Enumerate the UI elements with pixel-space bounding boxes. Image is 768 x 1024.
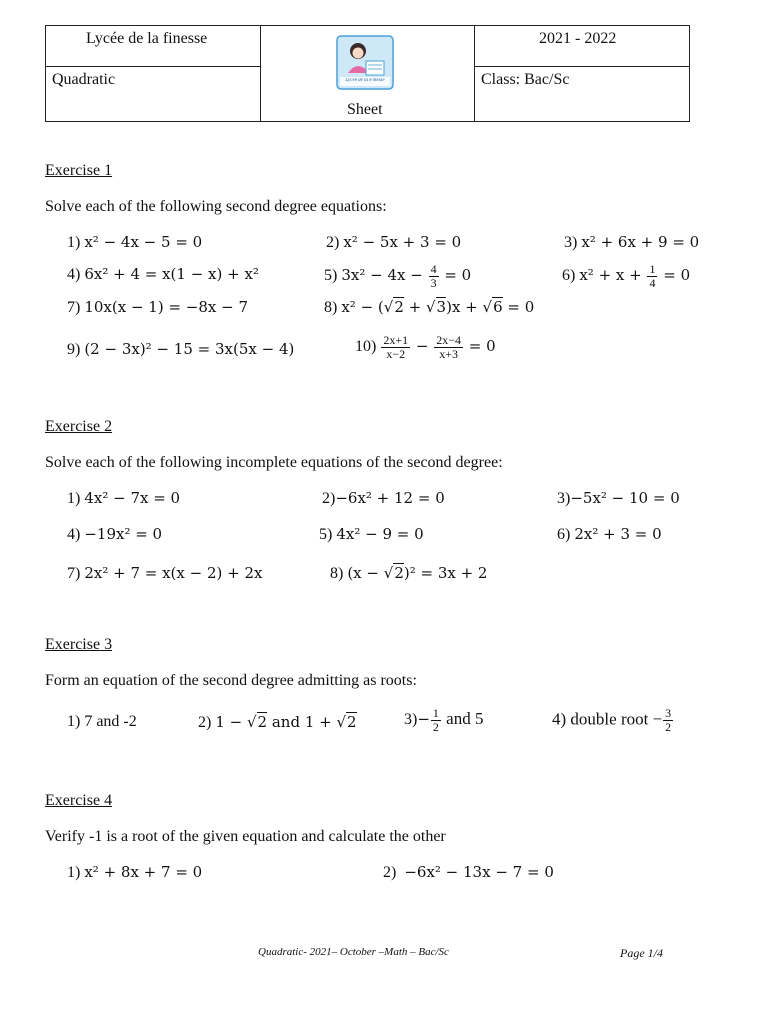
- ex1-item-6: 6) x² + x + $\frac{1}{4}$ = 0: [562, 262, 691, 290]
- exercise-2-title: Exercise 2: [45, 418, 113, 435]
- school-name: Lycée de la finesse: [86, 30, 208, 47]
- school-year: 2021 - 2022: [539, 30, 617, 47]
- ex1-item-8: 8) x² − (√2 + √3)x + √6 = 0: [324, 298, 535, 316]
- exercise-3-instruction: Form an equation of the second degree admitting as roots:: [45, 672, 417, 689]
- ex2-item-7: 7) 2x² + 7 = x(x − 2) + 2x: [67, 564, 263, 582]
- ex2-item-8: 8) (x − √2)² = 3x + 2: [330, 564, 488, 582]
- ex3-item-4: 4) double root − $\frac{3}{2}$: [552, 706, 672, 734]
- exercise-2-instruction: Solve each of the following incomplete equations of the second degree:: [45, 454, 503, 471]
- ex2-item-5: 5) 4x² − 9 = 0: [319, 525, 424, 543]
- ex3-item-2: 2) 1 − √2 and 1 + √2: [198, 713, 357, 731]
- ex2-item-2: 2)−6x² + 12 = 0: [322, 489, 445, 507]
- exercise-4-instruction: Verify -1 is a root of the given equation and calculate the other: [45, 828, 446, 845]
- ex1-item-5: 5) 3x² − 4x − $\frac{4}{3}$ = 0: [324, 262, 472, 290]
- ex2-item-6: 6) 2x² + 3 = 0: [557, 525, 662, 543]
- ex4-item-1: 1) x² + 8x + 7 = 0: [67, 863, 203, 881]
- ex2-item-3: 3)−5x² − 10 = 0: [557, 489, 680, 507]
- ex4-item-2: 2) −6x² − 13x − 7 = 0: [383, 863, 554, 881]
- ex1-item-3: 3) x² + 6x + 9 = 0: [564, 233, 700, 251]
- exercise-1-instruction: Solve each of the following second degree equations:: [45, 198, 387, 215]
- sheet-label: Sheet: [347, 101, 383, 118]
- exercise-3-title: Exercise 3: [45, 636, 113, 653]
- ex1-item-9: 9) (2 − 3x)² − 15 = 3x(5x − 4): [67, 340, 295, 358]
- ex1-item-2: 2) x² − 5x + 3 = 0: [326, 233, 462, 251]
- ex1-item-1: 1) x² − 4x − 5 = 0: [67, 233, 203, 251]
- ex2-item-4: 4) −19x² = 0: [67, 525, 163, 543]
- ex1-item-7: 7) 10x(x − 1) = −8x − 7: [67, 298, 249, 316]
- ex3-item-3: 3)− $\frac{1}{2}$ and 5: [404, 706, 484, 734]
- exercise-4-title: Exercise 4: [45, 792, 113, 809]
- class-label: Class: Bac/Sc: [481, 71, 570, 88]
- ex2-item-1: 1) 4x² − 7x = 0: [67, 489, 181, 507]
- footer-page-number: Page 1/4: [620, 946, 663, 960]
- sheet-topic: Quadratic: [52, 71, 116, 88]
- ex3-item-1: 1) 7 and -2: [67, 713, 137, 730]
- logo-caption: Lycée de la Finesse: [345, 78, 385, 83]
- ex1-item-10: 10) $\frac{2x+1}{x-2}$ − $\frac{2x-4}{x+3}$ = 0: [355, 333, 496, 361]
- exercise-1-title: Exercise 1: [45, 162, 113, 179]
- school-logo: [336, 35, 394, 90]
- ex1-item-4: 4) 6x² + 4 = x(1 − x) + x²: [67, 265, 259, 283]
- footer-center: Quadratic- 2021– October –Math – Bac/Sc: [258, 946, 449, 958]
